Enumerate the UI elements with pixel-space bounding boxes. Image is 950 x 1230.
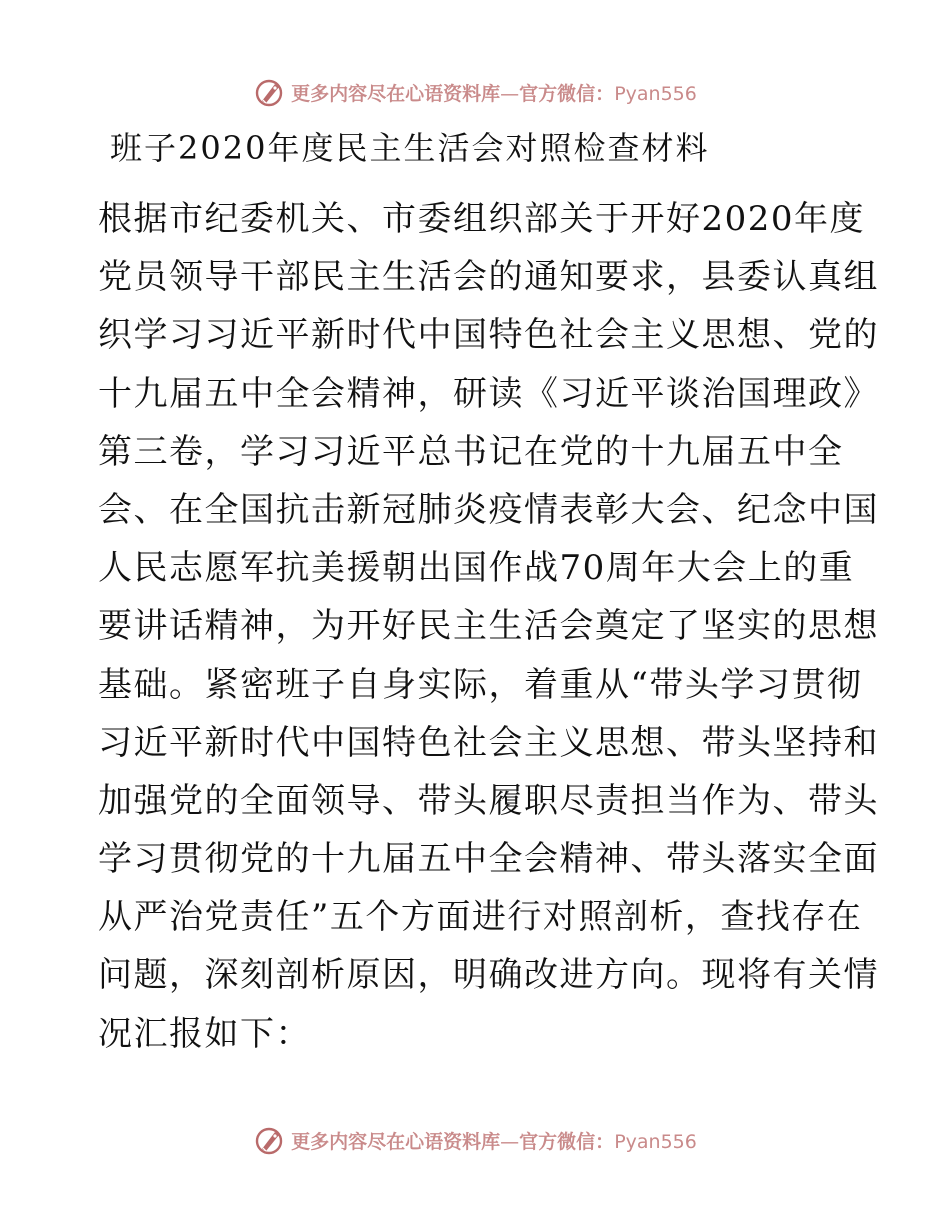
body-line: 人民志愿军抗美援朝出国作战70周年大会上的重 xyxy=(98,548,855,589)
body-line: 党员领导干部民主生活会的通知要求，县委认真组 xyxy=(98,257,879,298)
watermark-main-text: 更多内容尽在心语资料库 xyxy=(291,82,501,105)
watermark-separator: — xyxy=(500,82,520,105)
body-line: 织学习习近平新时代中国特色社会主义思想、党的 xyxy=(98,315,879,356)
watermark-official-label: 官方微信： xyxy=(519,1130,615,1153)
document-body xyxy=(98,190,879,1063)
body-line: 从严治党责任”五个方面进行对照剖析，查找存在 xyxy=(98,897,863,938)
body-line: 基础。紧密班子自身实际，着重从“带头学习贯彻 xyxy=(98,664,863,705)
body-line: 习近平新时代中国特色社会主义思想、带头坚持和 xyxy=(98,722,879,763)
watermark-main-text: 更多内容尽在心语资料库 xyxy=(291,1130,501,1153)
body-line: 问题，深刻剖析原因，明确改进方向。现将有关情 xyxy=(98,955,879,996)
body-line: 况汇报如下： xyxy=(98,1013,311,1054)
body-line: 十九届五中全会精神，研读《习近平谈治国理政》 xyxy=(98,373,879,414)
watermark-wechat-id: Pyan556 xyxy=(614,1130,697,1153)
pen-nib-seal-icon xyxy=(253,76,285,108)
body-line: 会、在全国抗击新冠肺炎疫情表彰大会、纪念中国 xyxy=(98,489,879,530)
watermark-wechat-id: Pyan556 xyxy=(614,82,697,105)
body-line: 加强党的全面领导、带头履职尽责担当作为、带头 xyxy=(98,780,879,821)
watermark-header xyxy=(0,72,950,112)
body-line: 学习贯彻党的十九届五中全会精神、带头落实全面 xyxy=(98,839,879,880)
watermark-official-label: 官方微信： xyxy=(519,82,615,105)
body-line: 根据市纪委机关、市委组织部关于开好2020年度 xyxy=(98,199,866,239)
watermark-text xyxy=(291,1127,697,1154)
body-line: 要讲话精神，为开好民主生活会奠定了坚实的思想 xyxy=(98,606,879,647)
document-title: 班子2020年度民主生活会对照检查材料 xyxy=(110,129,710,167)
watermark-text xyxy=(291,79,697,106)
pen-nib-seal-icon xyxy=(253,1124,285,1156)
watermark-footer xyxy=(0,1120,950,1160)
body-line: 第三卷，学习习近平总书记在党的十九届五中全 xyxy=(98,431,844,472)
watermark-separator: — xyxy=(500,1130,520,1153)
